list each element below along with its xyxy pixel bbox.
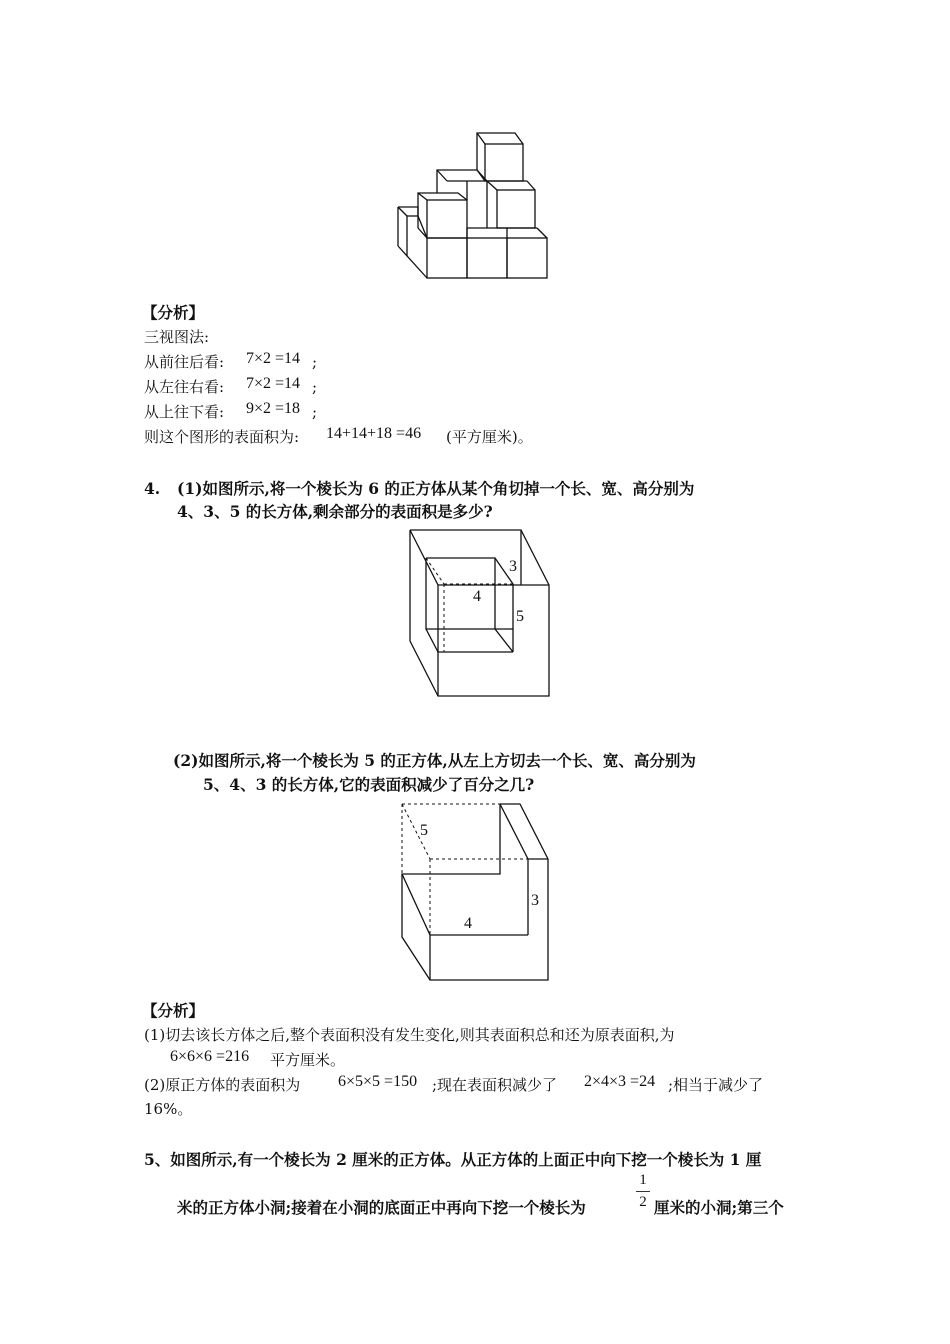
analysis1-top-label: 从上往下看: xyxy=(144,403,225,421)
problem4-part2-line1: (2)如图所示,将一个棱长为 5 的正方体,从左上方切去一个长、宽、高分别为 xyxy=(173,751,696,770)
problem4-part1-line2: 4、3、5 的长方体,剩余部分的表面积是多少? xyxy=(177,502,493,521)
fig1-label-4: 4 xyxy=(473,588,481,605)
analysis1-top-sep: ; xyxy=(312,403,318,421)
problem4-number: 4. xyxy=(144,479,161,498)
fig1-label-3: 3 xyxy=(509,558,517,575)
analysis1-left-sep: ; xyxy=(312,378,318,396)
fig2-label-5: 5 xyxy=(420,822,428,839)
analysis2-p1-unit: 平方厘米。 xyxy=(270,1051,346,1069)
analysis1-front-expr: 7×2 =14 xyxy=(246,350,301,367)
fraction-denominator: 2 xyxy=(639,1194,647,1210)
analysis2-heading: 【分析】 xyxy=(142,1001,205,1020)
fig2-label-3: 3 xyxy=(531,892,539,909)
analysis1-heading: 【分析】 xyxy=(142,303,205,322)
analysis2-p2-expr2: 2×4×3 =24 xyxy=(584,1073,656,1090)
problem5-line2-pre: 米的正方体小洞;接着在小洞的底面正中再向下挖一个棱长为 xyxy=(177,1198,586,1217)
analysis2-p2-pre: (2)原正方体的表面积为 xyxy=(144,1076,301,1094)
fraction-bar xyxy=(636,1191,650,1192)
analysis2-p2-line2: 16%。 xyxy=(144,1100,193,1118)
analysis1-front-label: 从前往后看: xyxy=(144,353,225,371)
analysis2-p2-post: ;相当于减少了 xyxy=(668,1076,764,1094)
problem4-part2-line2: 5、4、3 的长方体,它的表面积减少了百分之几? xyxy=(203,775,535,794)
analysis1-top-expr: 9×2 =18 xyxy=(246,400,301,417)
analysis1-left-label: 从左往右看: xyxy=(144,378,225,396)
analysis1-front-sep: ; xyxy=(312,353,318,371)
problem4-part1-line1: (1)如图所示,将一个棱长为 6 的正方体从某个角切掉一个长、宽、高分别为 xyxy=(177,479,695,498)
analysis1-total-expr: 14+14+18 =46 xyxy=(326,425,422,442)
analysis2-p2-expr1: 6×5×5 =150 xyxy=(338,1073,418,1090)
problem5-fraction xyxy=(636,1172,650,1211)
analysis1-method: 三视图法: xyxy=(144,328,210,346)
fig1-label-5: 5 xyxy=(516,608,524,625)
analysis1-total-label: 则这个图形的表面积为: xyxy=(144,428,300,446)
analysis2-p2-mid: ;现在表面积减少了 xyxy=(432,1076,558,1094)
analysis1-total-unit: (平方厘米)。 xyxy=(446,428,533,446)
problem5-line2-post: 厘米的小洞;第三个 xyxy=(654,1198,784,1217)
analysis2-p1-line1: (1)切去该长方体之后,整个表面积没有发生变化,则其表面积总和还为原表面积,为 xyxy=(144,1026,675,1044)
analysis2-p1-expr: 6×6×6 =216 xyxy=(170,1048,250,1065)
fraction-numerator: 1 xyxy=(639,1172,647,1188)
fig2-label-4: 4 xyxy=(464,915,472,932)
problem5-line1: 5、如图所示,有一个棱长为 2 厘米的正方体。从正方体的上面正中向下挖一个棱长为 1 厘 xyxy=(144,1150,762,1169)
analysis1-left-expr: 7×2 =14 xyxy=(246,375,301,392)
